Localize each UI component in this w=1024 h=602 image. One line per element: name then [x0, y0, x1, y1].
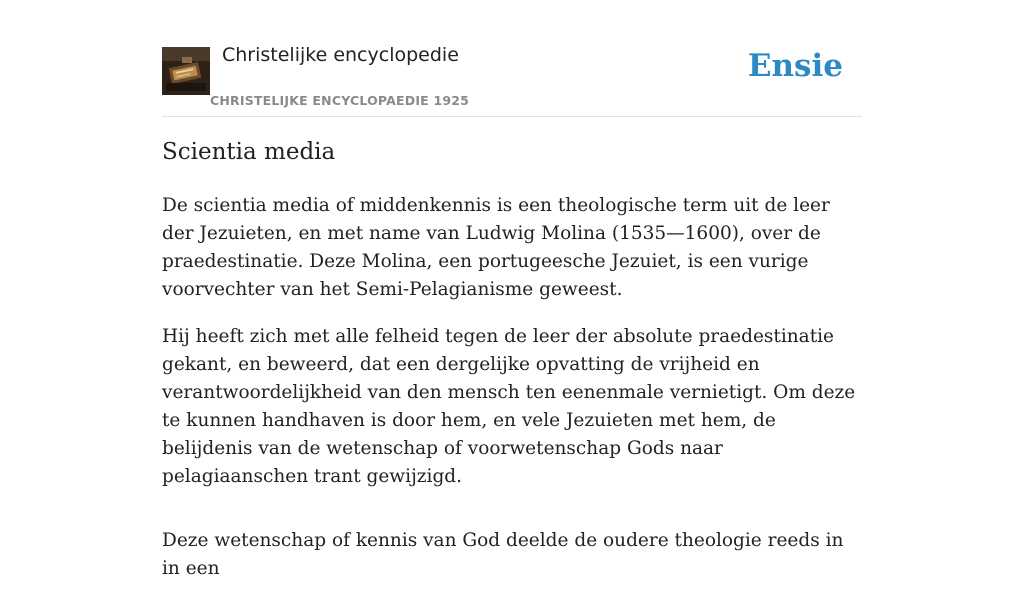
publication-title[interactable]: Christelijke encyclopedie: [222, 44, 459, 66]
book-photo-icon: [162, 47, 210, 95]
article-paragraph: Deze wetenschap of kennis van God deelde de oudere theologie reeds in in een: [162, 530, 844, 579]
article-body: [162, 192, 864, 602]
publication-avatar[interactable]: [162, 47, 210, 95]
article-paragraph: Hij heeft zich met alle felheid tegen de leer der absolute praedestinatie gekant, en beweerd, dat een dergelijke opvatting de vrijheid en verantwoordelijkheid van den mensch ten eenenmale vernietigt. Om deze te kunnen handhaven is door hem, en vele Jezuieten met hem, de belijdenis van de wetenschap of voorwetenschap Gods naar pelagiaanschen trant gewijzigd.: [162, 326, 856, 487]
ensie-logo-link[interactable]: Ensie: [747, 48, 843, 84]
publication-header: [162, 0, 862, 117]
article-paragraph: De scientia media of middenkennis is een theologische term uit de leer der Jezuieten, en met name van Ludwig Molina (1535—1600), over de praedestinatie. Deze Molina, een portugeesche Jezuiet, is een vurige voorvechter van het Semi-Pelagianisme geweest.: [162, 195, 830, 300]
publication-subtitle: CHRISTELIJKE ENCYCLOPAEDIE 1925: [210, 93, 470, 108]
article-title: Scientia media: [162, 139, 336, 165]
